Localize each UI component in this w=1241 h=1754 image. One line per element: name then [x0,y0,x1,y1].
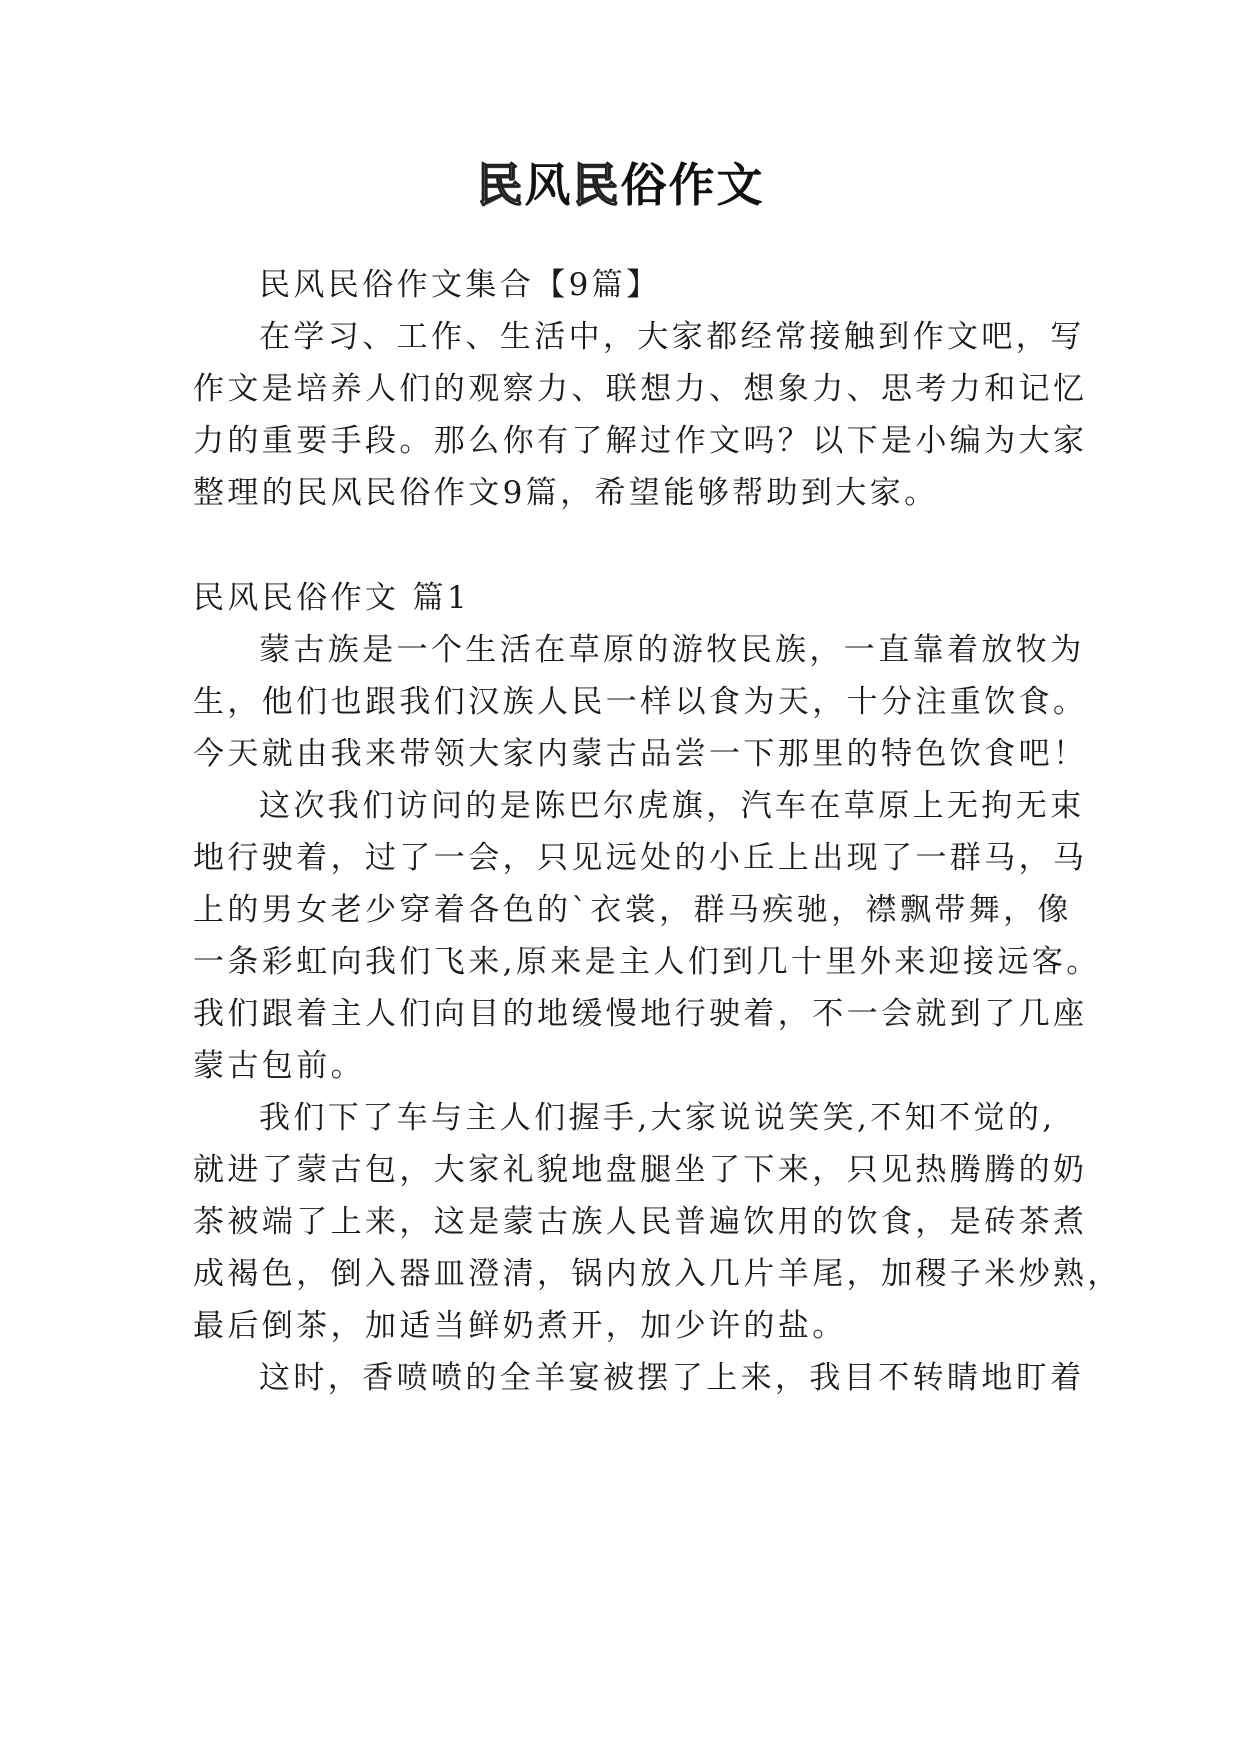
text-line: 这次我们访问的是陈巴尔虎旗，汽车在草原上无拘无束 [259,788,1085,824]
text-line: 在学习、工作、生活中，大家都经常接触到作文吧，写 [259,319,1085,355]
text-line: 茶被端了上来，这是蒙古族人民普遍饮用的饮食，是砖茶煮 [193,1204,1088,1240]
text-line: 我们下了车与主人们握手,大家说说笑笑,不知不觉的, [259,1100,1056,1136]
text-line: 地行驶着，过了一会，只见远处的小丘上出现了一群马，马 [193,840,1088,876]
text-line: 我们跟着主人们向目的地缓慢地行驶着，不一会就到了几座 [193,996,1088,1032]
title-char-min-2: 民 [572,158,621,212]
text-line: 整理的民风民俗作文9篇，希望能够帮助到大家。 [193,475,939,511]
text-line: 生，他们也跟我们汉族人民一样以食为天，十分注重饮食。 [193,684,1088,720]
text-line: 最后倒茶，加适当鲜奶煮开，加少许的盐。 [193,1308,847,1344]
section-heading: 民风民俗作文 篇1 [193,580,471,616]
text-line: 一条彩虹向我们飞来,原来是主人们到几十里外来迎接远客。 [193,944,1101,980]
text-line: 蒙古包前。 [193,1048,365,1084]
text-line: 今天就由我来带领大家内蒙古品尝一下那里的特色饮食吧！ [193,736,1088,772]
collection-heading: 民风民俗作文集合【9篇】 [259,267,661,303]
text-line: 作文是培养人们的观察力、联想力、想象力、思考力和记忆 [193,371,1088,407]
text-line: 这时，香喷喷的全羊宴被摆了上来，我目不转睛地盯着 [259,1360,1085,1396]
text-line: 就进了蒙古包，大家礼貌地盘腿坐了下来，只见热腾腾的奶 [193,1152,1088,1188]
text-line: 蒙古族是一个生活在草原的游牧民族，一直靠着放牧为 [259,632,1085,668]
text-line: 力的重要手段。那么你有了解过作文吗？以下是小编为大家 [193,423,1088,459]
text-line: 上的男女老少穿着各色的`衣裳，群马疾驰，襟飘带舞，像 [193,892,1072,928]
title-char-min-1: 民 [476,158,525,212]
title-char-rest: 俗作文 [620,158,765,212]
text-line: 成褐色，倒入器皿澄清，锅内放入几片羊尾，加稷子米炒熟， [193,1256,1122,1292]
document-title [0,150,1241,220]
title-char-feng: 风 [524,158,573,212]
